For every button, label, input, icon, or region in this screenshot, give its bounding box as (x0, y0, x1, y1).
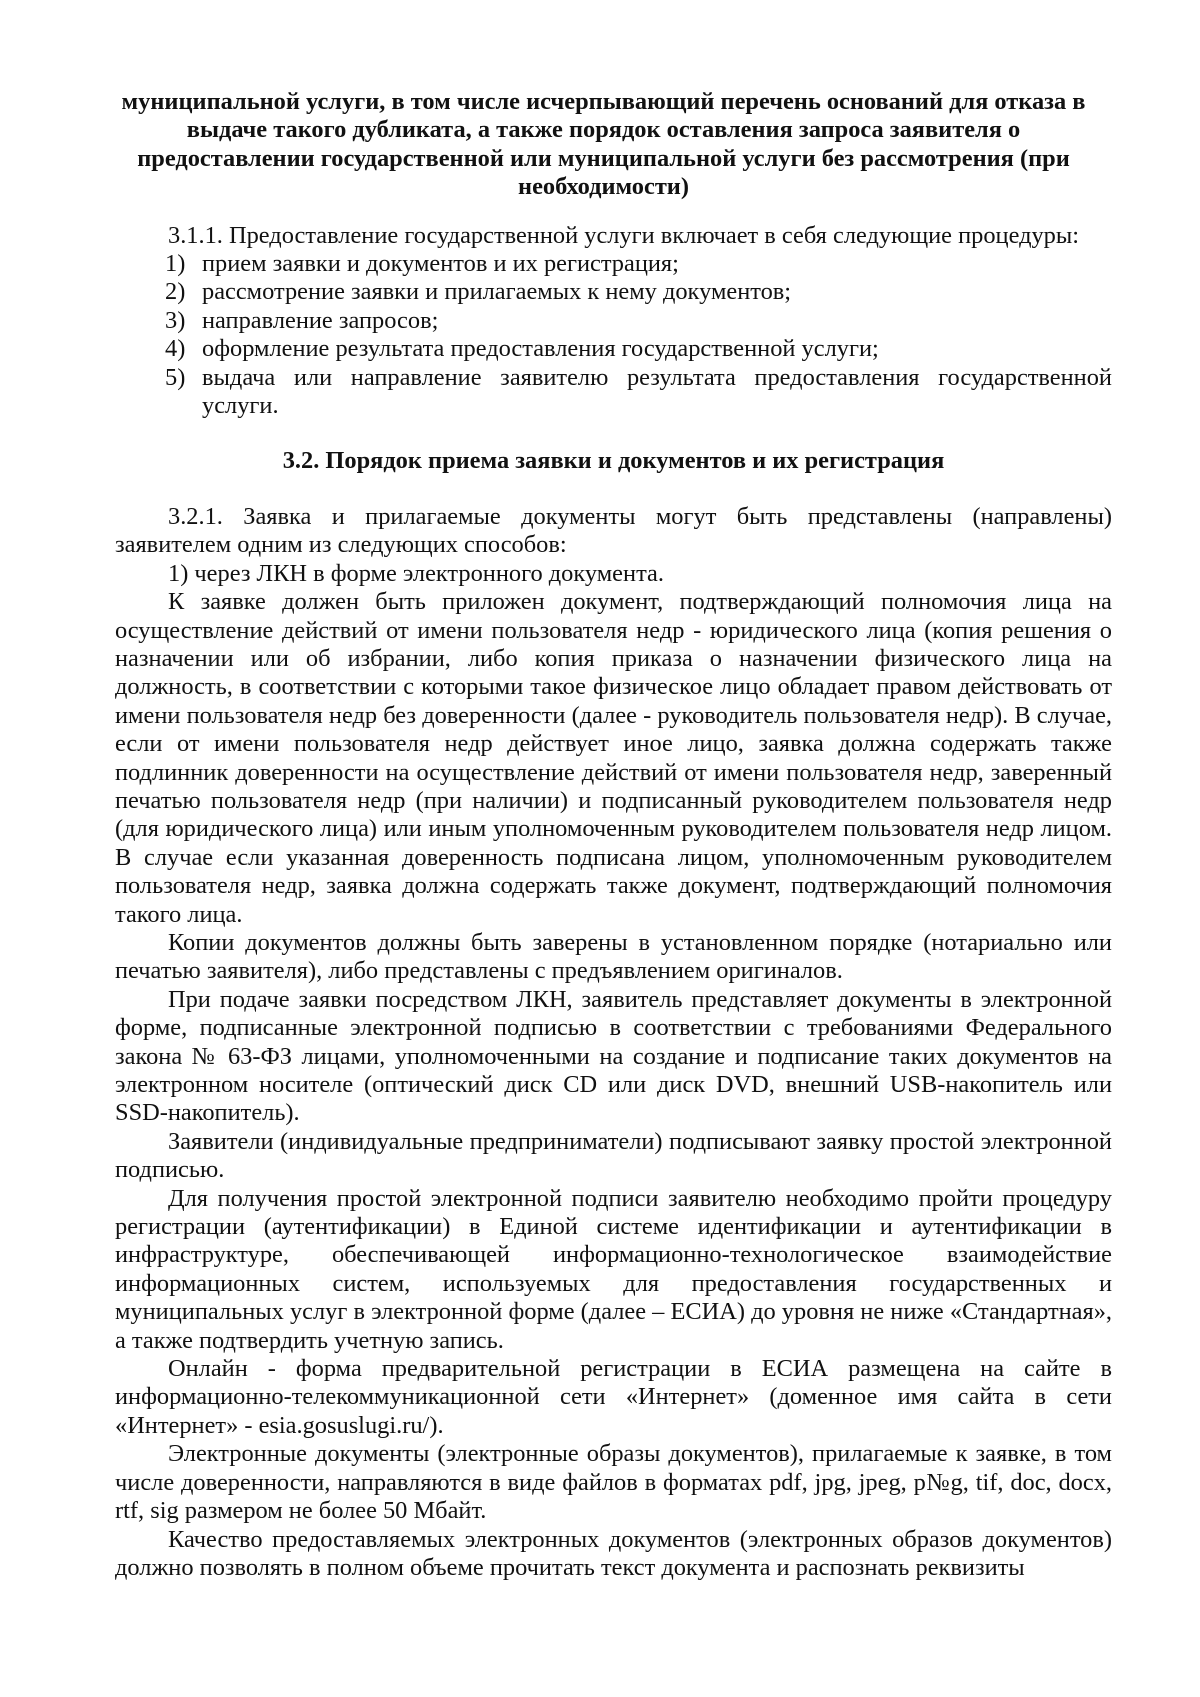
paragraph-3-1-1: 3.1.1. Предоставление государственной услуги включает в себя следующие процедуры: (168, 221, 1080, 249)
list-item (165, 335, 1112, 363)
list-item-number: 4) (165, 335, 186, 363)
list-item-number: 5) (165, 363, 186, 391)
list-item-text: прием заявки и документов и их регистрация; (202, 250, 679, 278)
paragraph-3-2-1: 3.2.1. Заявка и прилагаемые документы могут быть представлены (направлены) заявителем одним из следующих способов: (115, 502, 1112, 559)
list-item (165, 364, 1112, 421)
list-item-number: 2) (165, 278, 186, 306)
paragraph-esia: Для получения простой электронной подписи заявителю необходимо пройти процедуру регистрации (аутентификации) в Единой системе идентификации и аутентификации в инфраструктуре, обеспечивающей информационно-технологическое взаимодействие информационных систем, используемых для предоставления государственных и муниципальных услуг в электронной форме (далее – ЕСИА) до уровня не ниже «Стандартная», а также подтвердить учетную запись. (115, 1184, 1112, 1354)
list-item (165, 250, 1112, 278)
paragraph-submission: При подаче заявки посредством ЛКН, заявитель представляет документы в электронной форме, подписанные электронной подписью в соответствии с требованиями Федерального закона № 63-ФЗ лицами, уполномоченными на создание и подписание таких документов на электронном носителе (оптический диск CD или диск DVD, внешний USB-накопитель или SSD-накопитель). (115, 985, 1112, 1127)
paragraph-quality: Качество предоставляемых электронных документов (электронных образов документов) должно позволять в полном объеме прочитать текст документа и распознать реквизиты (115, 1525, 1112, 1581)
list-item-number: 1) (165, 250, 186, 278)
paragraph-entrepreneurs: Заявители (индивидуальные предприниматели) подписывают заявку простой электронной подписью. (115, 1127, 1112, 1184)
procedures-list (115, 250, 1112, 420)
list-item-number: 3) (165, 306, 186, 334)
list-item-text: направление запросов; (202, 306, 439, 334)
list-item-text: рассмотрение заявки и прилагаемых к нему документов; (202, 278, 792, 306)
list-item-text: выдача или направление заявителю результата предоставления государственной услуги. (202, 363, 1112, 420)
paragraph-file-formats: Электронные документы (электронные образы документов), прилагаемые к заявке, в том числе доверенности, направляются в виде файлов в форматах pdf, jpg, jpeg, p№g, tif, doc, docx, rtf, sig размером не более 50 Мбайт. (115, 1440, 1112, 1525)
section-heading-3-2: 3.2. Порядок приема заявки и документов и их регистрация (282, 447, 945, 475)
list-item (165, 307, 1112, 335)
paragraph-online-form: Онлайн - форма предварительной регистрации в ЕСИА размещена на сайте в информационно-телекоммуникационной сети «Интернет» (доменное имя сайта в сети «Интернет» - esia.gosuslugi.ru/). (115, 1355, 1112, 1439)
paragraph-attachment: К заявке должен быть приложен документ, подтверждающий полномочия лица на осуществление действий от имени пользователя недр - юридического лица (копия решения о назначении или об избрании, либо копия приказа о назначении физического лица на должность, в соответствии с которыми такое физическое лицо обладает правом действовать от имени пользователя недр без доверенности (далее - руководитель пользователя недр). В случае, если от имени пользователя недр действует иное лицо, заявка должна содержать также подлинник доверенности на осуществление действий от имени пользователя недр, заверенный печатью пользователя недр (при наличии) и подписанный руководителем пользователя недр (для юридического лица) или иным уполномоченным руководителем пользователя недр лицом. В случае если указанная доверенность подписана лицом, уполномоченным руководителем пользователя недр, заявка должна содержать также документ, подтверждающий полномочия такого лица. (115, 588, 1112, 928)
list-item-text: оформление результата предоставления государственной услуги; (202, 335, 879, 363)
list-item (165, 278, 1112, 306)
paragraph-lkn: 1) через ЛКН в форме электронного документа. (168, 559, 664, 587)
section-heading-continued: муниципальной услуги, в том числе исчерпывающий перечень оснований для отказа в выдаче такого дубликата, а также порядок оставления запроса заявителя о предоставлении государственной или муниципальной услуги без рассмотрения (при необходимости) (121, 88, 1086, 201)
paragraph-copies: Копии документов должны быть заверены в установленном порядке (нотариально или печатью заявителя), либо представлены с предъявлением оригиналов. (115, 928, 1112, 985)
